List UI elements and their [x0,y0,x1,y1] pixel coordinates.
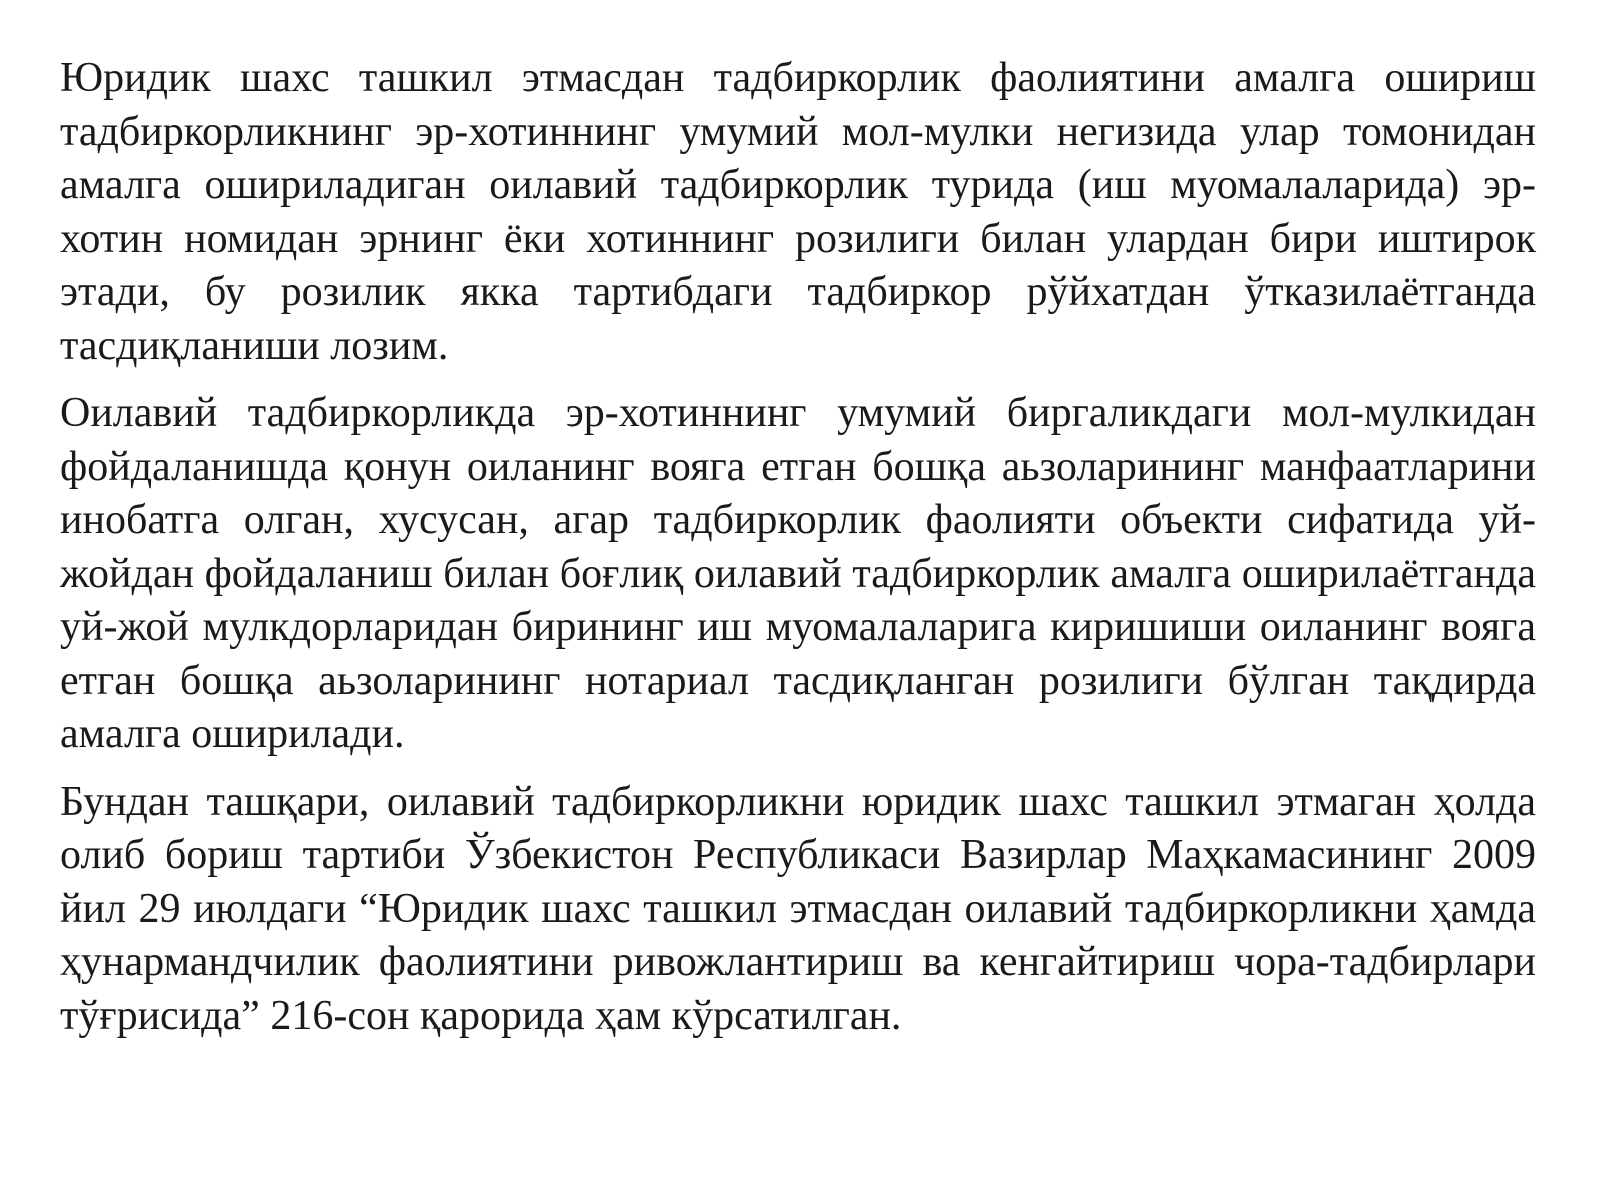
paragraph-2: Оилавий тадбиркорликда эр-хотиннинг умумий биргаликдаги мол-мулкидан фойдаланишда қонун оиланинг вояга етган бошқа аьзоларининг манфаатларини инобатга олган, хусусан, агар тадбиркорлик фаолияти объекти сифатида уй-жойдан фойдаланиш билан боғлиқ оилавий тадбиркорлик амалга оширилаётганда уй-жой мулкдорларидан бирининг иш муомалаларига киришиши оиланинг вояга етган бошқа аьзоларининг нотариал тасдиқланган розилиги бўлган тақдирда амалга оширилади. [60,390,1536,757]
paragraph-1: Юридик шахс ташкил этмасдан тадбиркорлик фаолиятини амалга ошириш тадбиркорликнинг эр-хотиннинг умумий мол-мулки негизида улар томонидан амалга ошириладиган оилавий тадбиркорлик турида (иш муомалаларида) эр-хотин номидан эрнинг ёки хотиннинг розилиги билан улардан бири иштирок этади, бу розилик якка тартибдаги тадбиркор рўйхатдан ўтказилаётганда тасдиқланиши лозим. [60,55,1536,369]
paragraph-3: Бундан ташқари, оилавий тадбиркорликни юридик шахс ташкил этмаган ҳолда олиб бориш тартиби Ўзбекистон Республикаси Вазирлар Маҳкамасининг 2009 йил 29 июлдаги “Юридик шахс ташкил этмасдан оилавий тадбиркорликни ҳамда ҳунармандчилик фаолиятини ривожлантириш ва кенгайтириш чора-тадбирлари тўғрисида” 216-сон қарорида ҳам кўрсатилган. [60,778,1536,1039]
document-body [60,52,1536,1057]
